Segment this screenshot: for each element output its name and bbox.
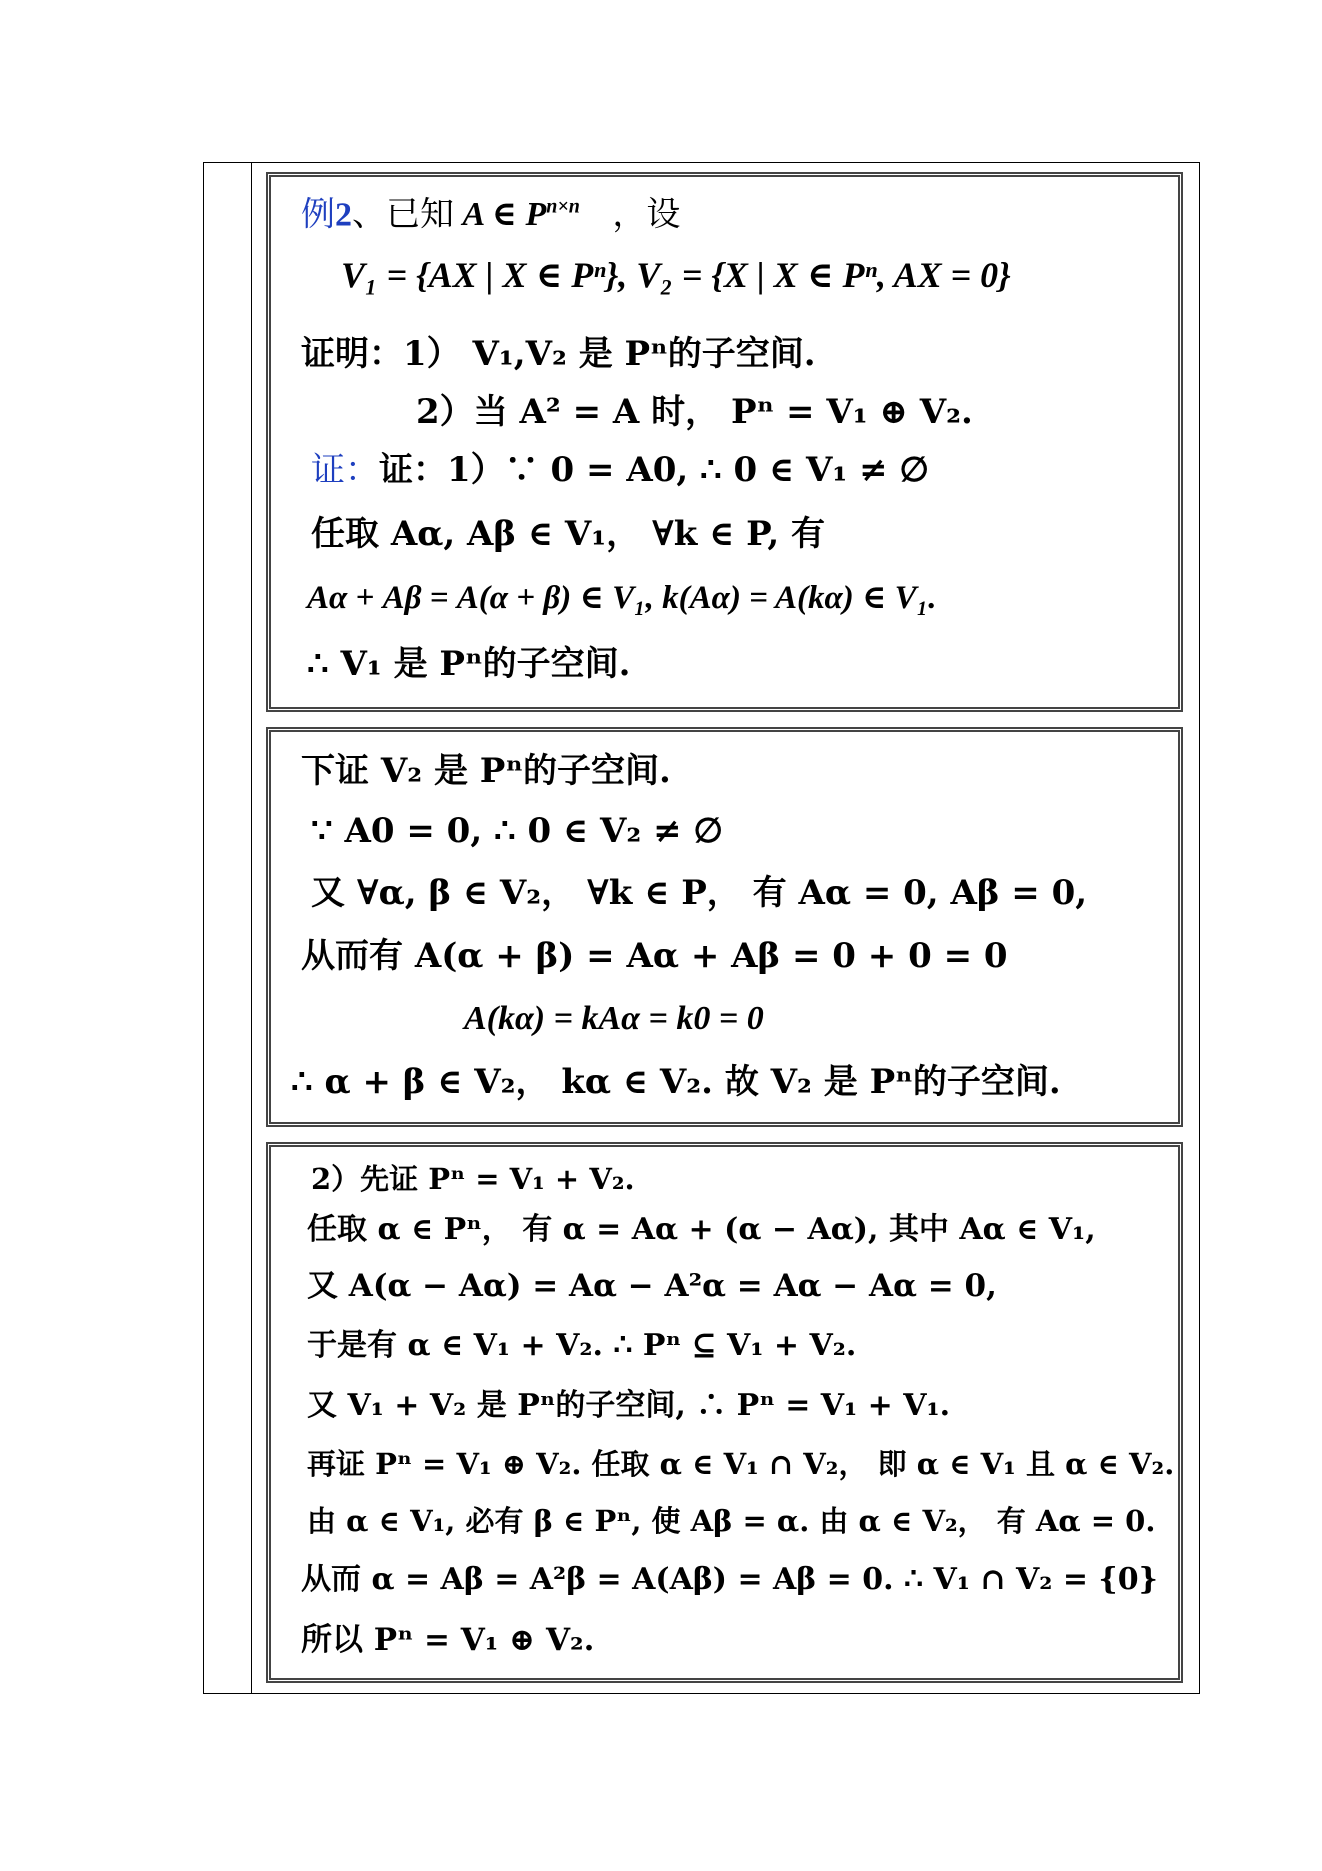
subspace-v2-conclusion: ∴ α + β ∈ V₂， kα ∈ V₂. 故 V₂ 是 Pⁿ的子空间. (291, 1062, 1061, 1102)
example-panel (266, 172, 1183, 712)
subspace-v2-scalar: A(kα) = kAα = k0 = 0 (464, 1000, 764, 1037)
prove-statement-2: 2）当 A² = A 时， Pⁿ = V₁ ⊕ V₂. (416, 392, 973, 432)
proof-conclusion-1: ∴ V₁ 是 Pⁿ的子空间. (307, 644, 631, 684)
direct-sum-step-4: 于是有 α ∈ V₁ + V₂. ∴ Pⁿ ⊆ V₁ + V₂. (307, 1328, 857, 1363)
table-column-divider (251, 162, 252, 1694)
subspace-v2-panel (266, 727, 1183, 1127)
proof-step-1: 证：证：1）∵ 0 = A0, ∴ 0 ∈ V₁ ≠ ∅ (311, 450, 930, 490)
direct-sum-conclusion: 所以 Pⁿ = V₁ ⊕ V₂. (301, 1622, 595, 1658)
subspace-v2-zero: ∵ A0 = 0, ∴ 0 ∈ V₂ ≠ ∅ (311, 811, 724, 851)
proof-step-1-text: 证：1）∵ 0 = A0, ∴ 0 ∈ V₁ ≠ ∅ (379, 450, 930, 490)
example-heading: 例2、已知 A ∈ $P^{n\times n}$ ，设 (301, 194, 681, 235)
proof-step-2: 任取 Aα, Aβ ∈ V₁， ∀k ∈ P, 有 (311, 514, 826, 554)
direct-sum-step-1: 2）先证 Pⁿ = V₁ + V₂. (311, 1162, 635, 1196)
direct-sum-step-8: 从而 α = Aβ = A²β = A(Aβ) = Aβ = 0. ∴ V₁ ∩ V₂ = {0} (301, 1562, 1158, 1597)
subspace-v2-take: 又 ∀α, β ∈ V₂， ∀k ∈ P， 有 Aα = 0, Aβ = 0, (311, 873, 1088, 913)
direct-sum-step-2: 任取 α ∈ Pⁿ， 有 α = Aα + (α − Aα), 其中 Aα ∈ V₁, (307, 1212, 1096, 1247)
direct-sum-step-3: 又 A(α − Aα) = Aα − A²α = Aα − Aα = 0, (307, 1268, 997, 1304)
set-definitions: V₁ = {AX | X ∈ Pⁿ}, V₂ = {X | X ∈ Pⁿ, AX = 0} (341, 255, 1011, 295)
direct-sum-step-5: 又 V₁ + V₂ 是 Pⁿ的子空间, ∴ Pⁿ = V₁ + V₁. (307, 1388, 951, 1423)
subspace-v2-heading: 下证 V₂ 是 Pⁿ的子空间. (301, 751, 671, 791)
prove-statement-1: 证明：1） V₁,V₂ 是 Pⁿ的子空间. (301, 334, 816, 374)
direct-sum-step-7: 由 α ∈ V₁, 必有 β ∈ Pⁿ, 使 Aβ = α. 由 α ∈ V₂， 有 Aα = 0. (307, 1504, 1156, 1538)
direct-sum-step-6: 再证 Pⁿ = V₁ ⊕ V₂. 任取 α ∈ V₁ ∩ V₂， 即 α ∈ V₁ 且 α ∈ V₂. (307, 1447, 1175, 1481)
direct-sum-panel (266, 1142, 1183, 1683)
proof-step-3: Aα + Aβ = A(α + β) ∈ V₁, k(Aα) = A(kα) ∈ V₁. (307, 580, 937, 616)
subspace-v2-sum: 从而有 A(α + β) = Aα + Aβ = 0 + 0 = 0 (301, 936, 1008, 976)
